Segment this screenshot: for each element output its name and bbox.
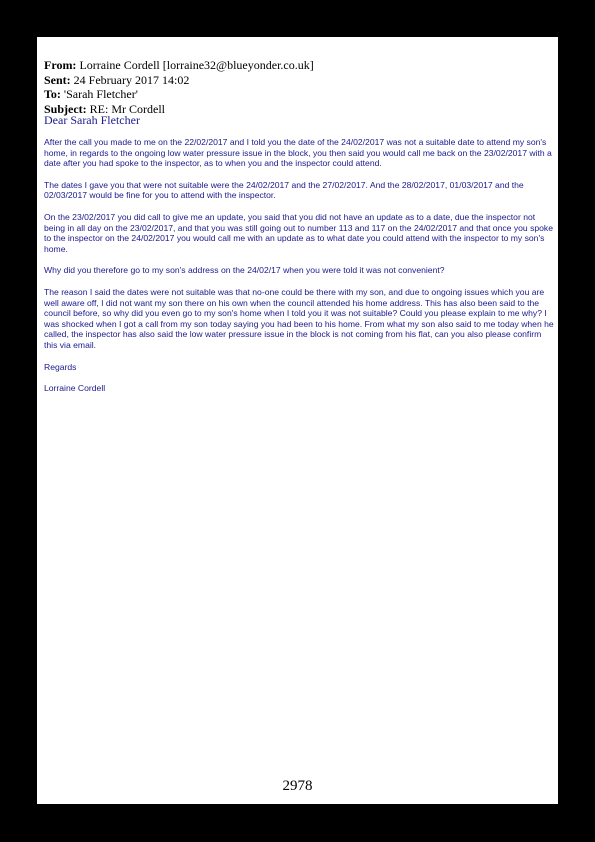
from-line [44,58,554,73]
salutation: Dear Sarah Fletcher [44,113,140,127]
paragraph-4: Why did you therefore go to my son's address on the 24/02/17 when you were told it was not convenient? [44,265,445,276]
to-label: To: [44,87,61,101]
email-body [44,137,554,405]
sent-value: 24 February 2017 14:02 [73,72,190,87]
sent-line [44,73,554,88]
paragraph-3: On the 23/02/2017 you did call to give me an update, you said that you did not have an update as to a date, due the inspector not being in all day on the 23/02/2017, and that you was still going out to number 113 and 117 on the 24/02/2017 and that once you spoke to the inspector on the 24/02/2017 you would call me with an update as to what date you could attend with the inspector to my son's home. [44,211,554,254]
paragraph-1: After the call you made to me on the 22/02/2017 and I told you the date of the 24/02/2017 was not a suitable date to attend my son's home, in regards to the ongoing low water pressure issue in the block, you then said you would call me back on the 23/02/2017 with a date after you had spoke to the inspector, as to when you and the inspector could attend. [44,137,552,169]
closing-regards: Regards [44,361,77,372]
to-value: 'Sarah Fletcher' [63,87,138,101]
page-number: 2978 [282,778,313,794]
from-value: Lorraine Cordell [lorraine32@blueyonder.co.uk] [79,58,314,72]
subject-label: Subject: [44,101,87,116]
sent-label: Sent: [44,72,71,87]
from-label: From: [44,58,77,72]
paragraph-5: The reason I said the dates were not suitable was that no-one could be there with my son, and due to ongoing issues which you are well aware off, I did not want my son there on his own when the council attended his home address. This has also been said to the council before, so why did you even go to my son's home when I told you it was not suitable? Could you please explain to me why? I was shocked when I got a call from my son today saying you had been to his home. From what my son also said to me today when he called, the inspector has also said the low water pressure issue in the block is not coming from his flat, can you also please confirm this via email. [44,286,554,350]
to-line [44,87,554,102]
email-header [44,58,554,116]
document-page [37,37,558,804]
paragraph-2: The dates I gave you that were not suitable were the 24/02/2017 and the 27/02/2017. And the 28/02/2017, 01/03/2017 and the 02/03/2017 would be fine for you to attend with the inspector. [44,179,524,201]
signature-name: Lorraine Cordell [44,383,106,394]
subject-value: RE: Mr Cordell [89,101,165,116]
